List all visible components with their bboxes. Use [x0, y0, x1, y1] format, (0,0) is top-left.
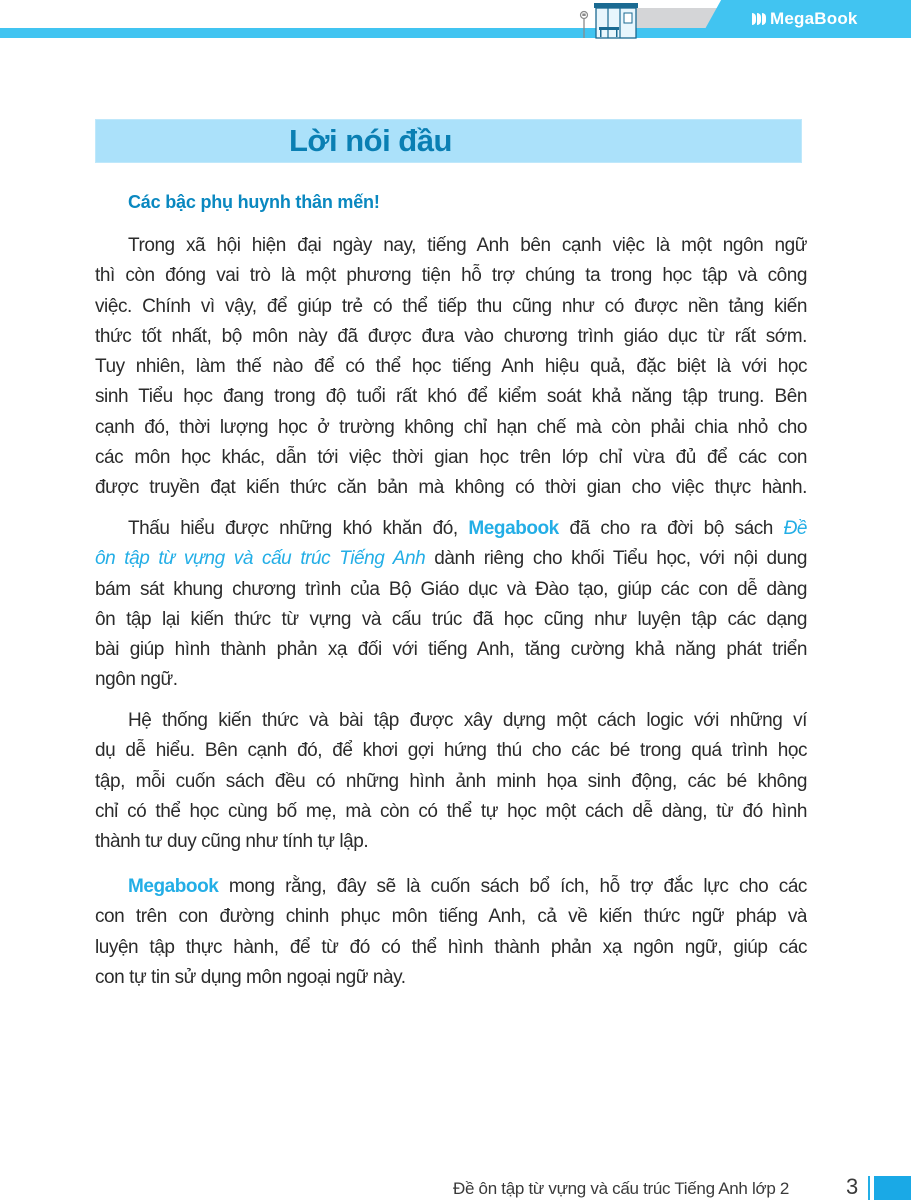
- paragraph-line: dụ dễ hiểu. Bên cạnh đó, để khơi gợi hứng thú cho các bé trong quá trình học: [95, 740, 807, 762]
- logo-bars-icon: [752, 13, 766, 25]
- book-title: ôn tập từ vựng và cấu trúc Tiếng Anh: [95, 548, 426, 570]
- text-run: đã cho ra đời bộ sách: [558, 518, 784, 539]
- paragraph-line: [95, 514, 807, 544]
- footer-accent-line: [868, 1176, 870, 1200]
- paragraph-line: tập, mỗi cuốn sách đều có những hình ảnh minh họa sinh động, các bé không: [95, 770, 807, 792]
- footer-book-name: Đề ôn tập từ vựng và cấu trúc Tiếng Anh lớp 2: [453, 1179, 790, 1198]
- paragraph-line: cạnh đó, thời lượng học ở trường không chỉ hạn chế mà còn phải chia nhỏ cho: [95, 416, 807, 438]
- paragraph-line: được truyền đạt kiến thức căn bản mà không có thời gian cho việc thực hành.: [95, 477, 807, 499]
- logo-text: MegaBook: [770, 9, 858, 28]
- paragraph-line: ngôn ngữ.: [95, 669, 178, 691]
- paragraph-line: bám sát khung chương trình của Bộ Giáo dục và Đào tạo, giúp các con dễ dàng: [95, 578, 807, 600]
- bus-stop-icon: [578, 0, 640, 40]
- paragraph-line: thành tư duy cũng như tính tự lập.: [95, 831, 369, 853]
- paragraph-line: [95, 544, 807, 574]
- paragraph-line: thức tốt nhất, bộ môn này đã được đưa vào chương trình giáo dục từ rất sớm.: [95, 325, 807, 347]
- book-title: Đề: [783, 518, 807, 539]
- paragraph-line: việc. Chính vì vậy, để giúp trẻ có thể tiếp thu cũng như có được nền tảng kiến: [95, 295, 807, 317]
- brand-name: Megabook: [468, 518, 559, 539]
- paragraph-3: [95, 706, 807, 857]
- paragraph-line: sinh Tiểu học đang trong độ tuổi rất khó để kiểm soát khả năng tập trung. Bên: [95, 386, 807, 408]
- paragraph-line: con trên con đường chinh phục môn tiếng Anh, cả về kiến thức ngữ pháp và: [95, 906, 807, 928]
- paragraph-line: con tự tin sử dụng môn ngoại ngữ này.: [95, 966, 406, 988]
- page-title: Lời nói đầu: [289, 123, 452, 158]
- paragraph-1: [95, 231, 807, 504]
- paragraph-4: [95, 872, 807, 993]
- paragraph-line: chỉ có thể học cùng bố mẹ, mà còn có thể tự học một cách dễ dàng, từ đó hình: [95, 800, 807, 822]
- paragraph-line: luyện tập thực hành, để từ đó có thể hình thành phản xạ ngôn ngữ, giúp các: [95, 936, 807, 958]
- text-run: Thấu hiểu được những khó khăn đó,: [128, 518, 469, 539]
- paragraph-line: các môn học khác, dẫn tới việc thời gian học trên lớp chỉ vừa đủ để các con: [95, 447, 807, 469]
- paragraph-line: Tuy nhiên, làm thế nào để có thể học tiếng Anh hiệu quả, đặc biệt là với học: [95, 356, 807, 378]
- paragraph-line: ôn tập lại kiến thức từ vựng và cấu trúc đã học cũng như luyện tập các dạng: [95, 608, 807, 630]
- text-run: dành riêng cho khối Tiểu học, với nội dung: [425, 548, 807, 570]
- paragraph-line: bài giúp hình thành phản xạ đối với tiếng Anh, tăng cường khả năng phát triển: [95, 639, 807, 661]
- paragraph-line: Hệ thống kiến thức và bài tập được xây dựng một cách logic với những ví: [128, 710, 807, 731]
- paragraph-2: [95, 514, 807, 696]
- paragraph-line: Trong xã hội hiện đại ngày nay, tiếng Anh bên cạnh việc là một ngôn ngữ: [128, 235, 807, 256]
- page-number: 3: [846, 1174, 859, 1199]
- brand-name: Megabook: [128, 876, 219, 897]
- footer-accent-block: [874, 1176, 911, 1200]
- greeting-heading: Các bậc phụ huynh thân mến!: [128, 192, 380, 212]
- text-run: mong rằng, đây sẽ là cuốn sách bổ ích, hỗ trợ đắc lực cho các: [218, 876, 807, 897]
- paragraph-line: [95, 872, 807, 902]
- megabook-logo: [752, 8, 858, 30]
- paragraph-line: thì còn đóng vai trò là một phương tiện hỗ trợ chúng ta trong học tập và công: [95, 265, 807, 287]
